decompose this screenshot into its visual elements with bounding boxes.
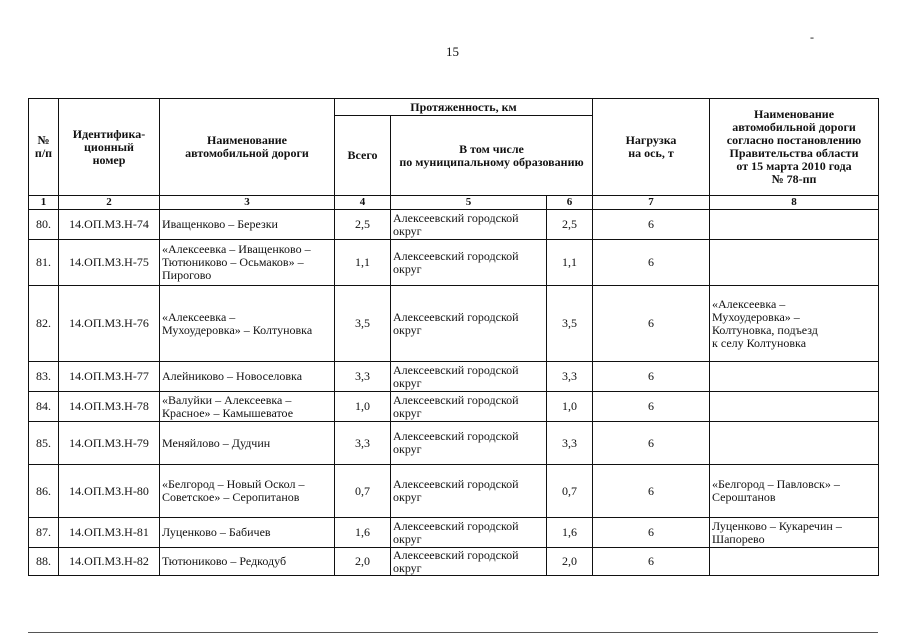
row-id: 14.ОП.МЗ.Н-80 <box>59 465 160 518</box>
row-total-length: 3,3 <box>335 422 391 465</box>
row-municipality-length: 3,3 <box>547 422 593 465</box>
roads-table <box>28 98 879 576</box>
header-length: Протяженность, км <box>335 99 593 116</box>
row-number: 87. <box>29 518 59 548</box>
table-row <box>29 286 879 362</box>
table-body <box>29 210 879 576</box>
row-total-length: 2,5 <box>335 210 391 240</box>
bottom-rule <box>28 632 878 633</box>
header-load: Нагрузка на ось, т <box>593 99 710 196</box>
row-axle-load: 6 <box>593 210 710 240</box>
row-number: 86. <box>29 465 59 518</box>
table-row <box>29 240 879 286</box>
table-row <box>29 518 879 548</box>
row-total-length: 2,0 <box>335 548 391 576</box>
row-municipality: Алексеевский городской округ <box>391 240 547 286</box>
table-row <box>29 465 879 518</box>
header-total: Всего <box>335 116 391 196</box>
header-incl: В том числе по муниципальному образованию <box>391 116 593 196</box>
header-num: № п/п <box>29 99 59 196</box>
row-number: 81. <box>29 240 59 286</box>
row-municipality-length: 1,1 <box>547 240 593 286</box>
row-total-length: 3,3 <box>335 362 391 392</box>
row-total-length: 0,7 <box>335 465 391 518</box>
row-municipality: Алексеевский городской округ <box>391 210 547 240</box>
column-index-row <box>29 196 879 210</box>
row-id: 14.ОП.МЗ.Н-76 <box>59 286 160 362</box>
row-id: 14.ОП.МЗ.Н-79 <box>59 422 160 465</box>
row-gov-name: «Белгород – Павловск» – Сероштанов <box>710 465 879 518</box>
row-number: 88. <box>29 548 59 576</box>
row-total-length: 1,6 <box>335 518 391 548</box>
row-municipality: Алексеевский городской округ <box>391 392 547 422</box>
row-id: 14.ОП.МЗ.Н-77 <box>59 362 160 392</box>
row-number: 80. <box>29 210 59 240</box>
row-total-length: 1,1 <box>335 240 391 286</box>
row-municipality-length: 1,6 <box>547 518 593 548</box>
row-id: 14.ОП.МЗ.Н-78 <box>59 392 160 422</box>
col-index: 3 <box>160 196 335 210</box>
row-number: 84. <box>29 392 59 422</box>
col-index: 1 <box>29 196 59 210</box>
row-gov-name: Луценково – Кукаречин – Шапорево <box>710 518 879 548</box>
row-municipality-length: 3,5 <box>547 286 593 362</box>
row-total-length: 1,0 <box>335 392 391 422</box>
row-gov-name <box>710 548 879 576</box>
header-id: Идентифика- ционный номер <box>59 99 160 196</box>
row-gov-name <box>710 422 879 465</box>
table-row <box>29 548 879 576</box>
row-axle-load: 6 <box>593 548 710 576</box>
row-axle-load: 6 <box>593 362 710 392</box>
col-index: 2 <box>59 196 160 210</box>
col-index: 5 <box>391 196 547 210</box>
row-number: 85. <box>29 422 59 465</box>
row-id: 14.ОП.МЗ.Н-75 <box>59 240 160 286</box>
col-index: 8 <box>710 196 879 210</box>
row-gov-name: «Алексеевка – Мухоудеровка» – Колтуновка, подъезд к селу Колтуновка <box>710 286 879 362</box>
row-axle-load: 6 <box>593 465 710 518</box>
row-municipality-length: 3,3 <box>547 362 593 392</box>
header-name: Наименование автомобильной дороги <box>160 99 335 196</box>
row-number: 82. <box>29 286 59 362</box>
row-municipality: Алексеевский городской округ <box>391 286 547 362</box>
page-number: 15 <box>446 44 459 59</box>
row-municipality-length: 2,5 <box>547 210 593 240</box>
row-gov-name <box>710 362 879 392</box>
row-municipality: Алексеевский городской округ <box>391 518 547 548</box>
row-municipality: Алексеевский городской округ <box>391 422 547 465</box>
row-id: 14.ОП.МЗ.Н-82 <box>59 548 160 576</box>
row-municipality: Алексеевский городской округ <box>391 362 547 392</box>
row-number: 83. <box>29 362 59 392</box>
row-gov-name <box>710 392 879 422</box>
row-municipality-length: 1,0 <box>547 392 593 422</box>
row-road-name: Алейниково – Новоселовка <box>160 362 335 392</box>
row-road-name: Меняйлово – Дудчин <box>160 422 335 465</box>
row-axle-load: 6 <box>593 422 710 465</box>
row-road-name: «Валуйки – Алексеевка – Красное» – Камышеватое <box>160 392 335 422</box>
row-road-name: Луценково – Бабичев <box>160 518 335 548</box>
row-municipality-length: 0,7 <box>547 465 593 518</box>
row-road-name: «Алексеевка – Иващенково – Тютюниково – Осьмаков» – Пирогово <box>160 240 335 286</box>
row-municipality: Алексеевский городской округ <box>391 548 547 576</box>
col-index: 6 <box>547 196 593 210</box>
header-gov-name: Наименование автомобильной дороги согласно постановлению Правительства области от 15 марта 2010 года № 78-пп <box>710 99 879 196</box>
col-index: 4 <box>335 196 391 210</box>
row-id: 14.ОП.МЗ.Н-81 <box>59 518 160 548</box>
row-municipality: Алексеевский городской округ <box>391 465 547 518</box>
row-axle-load: 6 <box>593 240 710 286</box>
col-index: 7 <box>593 196 710 210</box>
row-id: 14.ОП.МЗ.Н-74 <box>59 210 160 240</box>
row-axle-load: 6 <box>593 286 710 362</box>
row-road-name: Тютюниково – Редкодуб <box>160 548 335 576</box>
table-row <box>29 210 879 240</box>
row-road-name: «Белгород – Новый Оскол – Советское» – Серопитанов <box>160 465 335 518</box>
corner-mark: - <box>810 30 814 44</box>
row-axle-load: 6 <box>593 392 710 422</box>
row-total-length: 3,5 <box>335 286 391 362</box>
row-gov-name <box>710 210 879 240</box>
table-row <box>29 362 879 392</box>
row-axle-load: 6 <box>593 518 710 548</box>
table-row <box>29 392 879 422</box>
row-municipality-length: 2,0 <box>547 548 593 576</box>
table-row <box>29 422 879 465</box>
row-gov-name <box>710 240 879 286</box>
row-road-name: Иващенково – Березки <box>160 210 335 240</box>
row-road-name: «Алексеевка – Мухоудеровка» – Колтуновка <box>160 286 335 362</box>
